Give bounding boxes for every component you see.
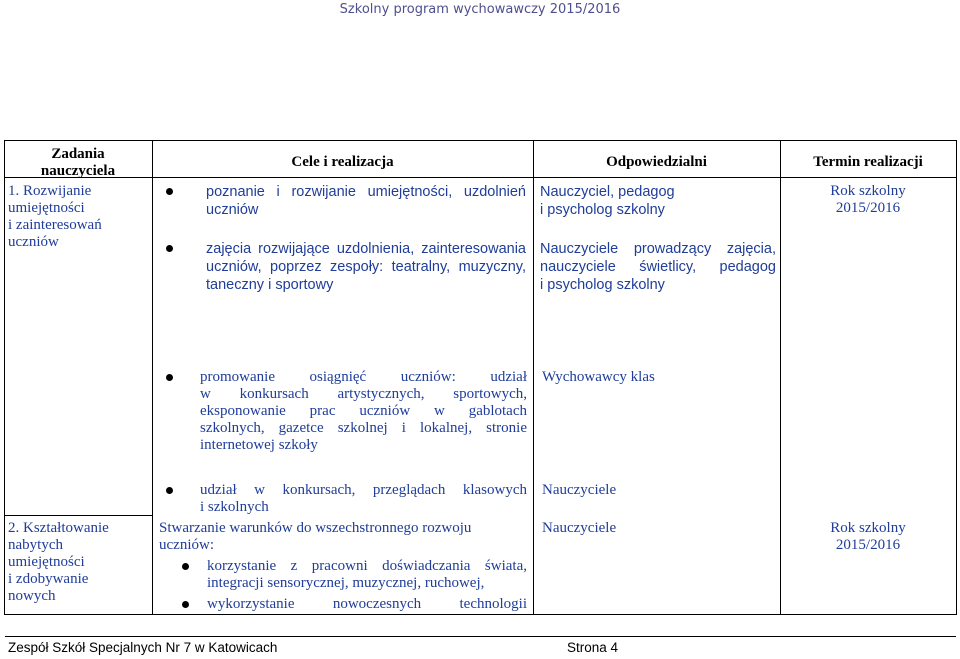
bullet-icon bbox=[166, 188, 173, 195]
bullet-icon bbox=[166, 245, 173, 252]
header-goals: Cele i realizacja bbox=[291, 154, 394, 170]
task-1: 1. Rozwijanie umiejętności i zainteresowań uczniów bbox=[8, 183, 102, 250]
responsible-1: Nauczyciel, pedagog i psycholog szkolny bbox=[540, 184, 675, 218]
goal-item-6: wykorzystanie nowoczesnych technologii bbox=[207, 596, 527, 613]
header-responsible: Odpowiedzialni bbox=[606, 154, 707, 170]
bullet-icon bbox=[166, 487, 173, 494]
goal-item-2: zajęcia rozwijające uzdolnienia, zainteresowania uczniów, poprzez zespoły: teatralny, muzyczny, taneczny i sportowy bbox=[206, 240, 526, 294]
task-2: 2. Kształtowanie nabytych umiejętności i zdobywanie nowych bbox=[8, 520, 109, 604]
bullet-icon bbox=[166, 374, 173, 381]
footer-page-number: Strona 4 bbox=[567, 640, 619, 655]
responsible-5: Nauczyciele bbox=[542, 520, 617, 536]
footer-school-name: Zespół Szkół Specjalnych Nr 7 w Katowicach bbox=[8, 640, 278, 655]
deadline-1: Rok szkolny 2015/2016 bbox=[830, 183, 906, 216]
responsible-3: Wychowawcy klas bbox=[542, 369, 655, 385]
bullet-icon bbox=[182, 563, 189, 570]
footer-divider bbox=[5, 636, 956, 637]
goal-item-1: poznanie i rozwijanie umiejętności, uzdolnień uczniów bbox=[206, 183, 526, 219]
header-tasks: Zadania nauczyciela bbox=[40, 146, 116, 179]
goal-item-5: korzystanie z pracowni doświadczania świata, integracji sensorycznej, muzycznej, ruchowej, bbox=[207, 558, 527, 592]
document-header-title: Szkolny program wychowawczy 2015/2016 bbox=[339, 2, 621, 17]
deadline-2: Rok szkolny 2015/2016 bbox=[830, 520, 906, 553]
responsible-2: Nauczyciele prowadzący zajęcia, nauczyciele świetlicy, pedagog i psycholog szkolny bbox=[540, 241, 776, 293]
goal-intro-2: Stwarzanie warunków do wszechstronnego rozwoju uczniów: bbox=[159, 520, 472, 553]
header-deadline: Termin realizacji bbox=[813, 154, 923, 170]
bullet-icon bbox=[182, 601, 189, 608]
responsible-4: Nauczyciele bbox=[542, 482, 617, 498]
goal-item-4: udział w konkursach, przeglądach klasowych i szkolnych bbox=[200, 482, 527, 516]
goal-item-3: promowanie osiągnięć uczniów: udział w konkursach artystycznych, sportowych, eksponowanie prac uczniów w gablotach szkolnych, gazetce szkolnej i lokalnej, stronie internetowej szkoły bbox=[200, 369, 527, 454]
